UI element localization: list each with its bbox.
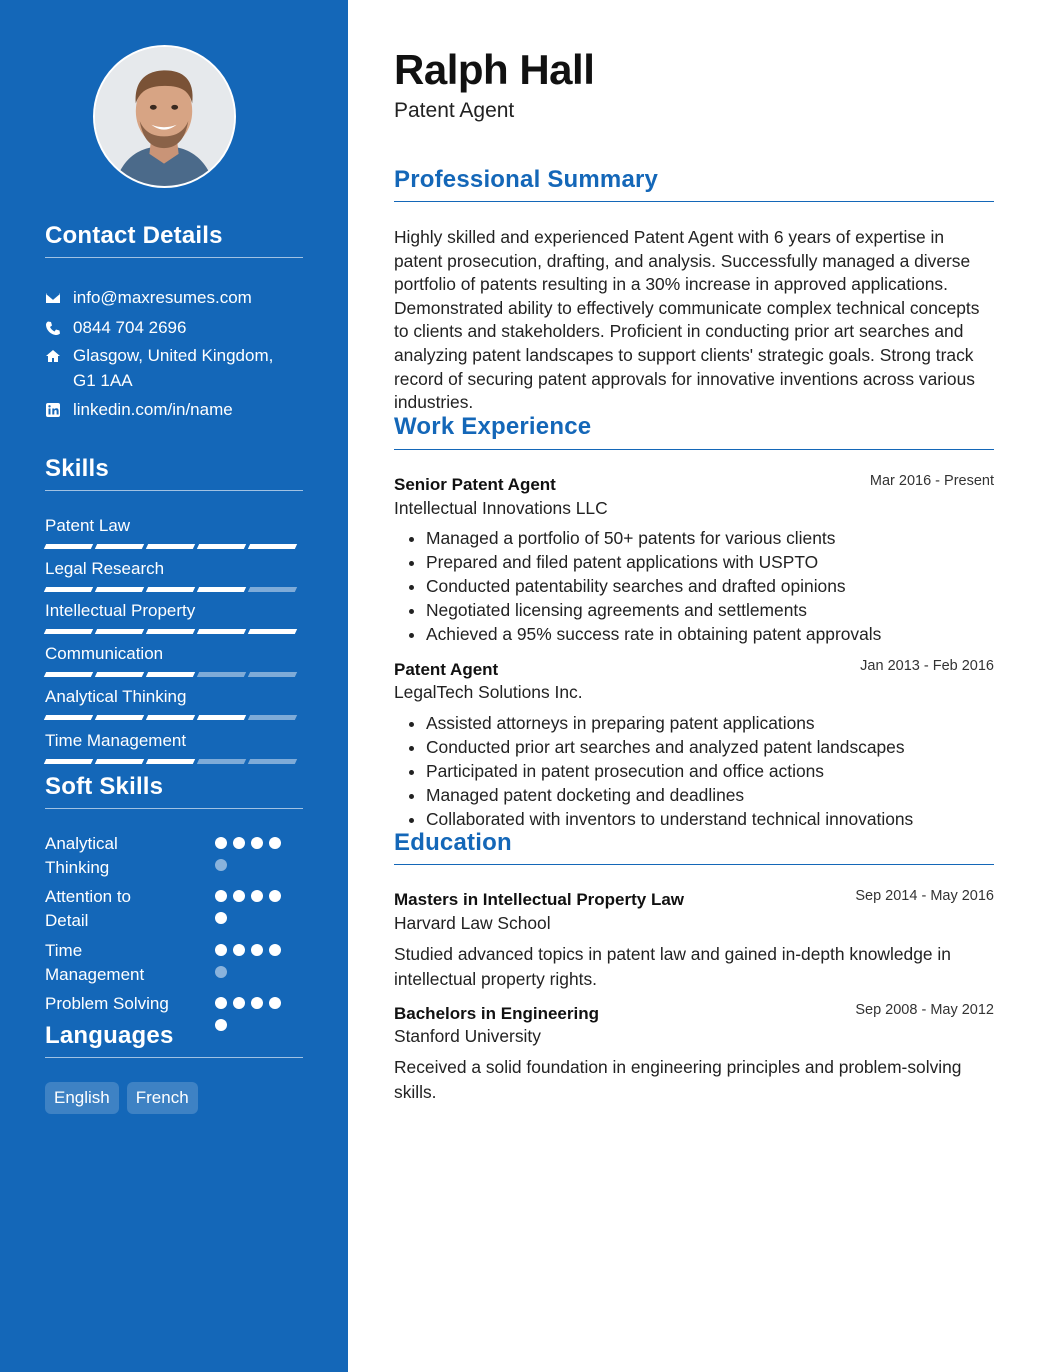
job-bullet: • Achieved a 95% success rate in obtaining patent approvals — [426, 622, 994, 646]
phone-icon — [45, 315, 62, 340]
job-bullets — [426, 711, 994, 831]
skill-item — [45, 600, 303, 634]
linkedin-icon — [45, 397, 62, 422]
skill-level-segment — [44, 759, 93, 764]
contact-phone-text: 0844 704 2696 — [73, 318, 187, 337]
job-bullet: • Prepared and filed patent applications with USPTO — [426, 550, 994, 574]
education-divider — [394, 864, 994, 865]
skill-level-segment — [146, 587, 195, 592]
job-bullet: • Managed a portfolio of 50+ patents for various clients — [426, 526, 994, 550]
summary-title: Professional Summary — [394, 166, 659, 193]
soft-skill-name-line1: Attention to — [45, 887, 132, 906]
rating-dot — [215, 859, 227, 871]
rating-dot — [233, 890, 245, 902]
soft-skill-rating — [215, 837, 295, 871]
candidate-role: Patent Agent — [394, 99, 515, 122]
skill-item — [45, 730, 303, 764]
education-degree: Bachelors in Engineering — [394, 1004, 599, 1023]
skill-level-bar — [45, 629, 303, 634]
soft-skill-name — [45, 992, 195, 1016]
job-bullet: • Conducted patentability searches and drafted opinions — [426, 574, 994, 598]
skill-name: Intellectual Property — [45, 601, 196, 620]
contact-section — [45, 222, 303, 419]
skill-level-segment — [95, 715, 144, 720]
skill-level-segment — [44, 544, 93, 549]
soft-skill-name — [45, 939, 195, 987]
work-divider — [394, 449, 994, 450]
soft-skill-rating — [215, 944, 295, 978]
summary-text: Highly skilled and experienced Patent Agent with 6 years of expertise in patent prosecution, drafting, and analysis. Successfully managed a diverse portfolio of patents resulting in a 30% increase in approved applications. Demonstrated ability to effectively communicate complex technical concepts to clients and stakeholders. Proficient in conducting prior art searches and analyzing patent landscapes to support clients' strategic goals. Strong track record of securing patent approvals for innovative inventions across various industries. — [394, 227, 980, 413]
contact-phone[interactable] — [45, 315, 186, 340]
skill-name: Communication — [45, 644, 164, 663]
skill-level-segment — [248, 715, 297, 720]
avatar — [93, 45, 236, 188]
soft-skills-title: Soft Skills — [45, 773, 164, 800]
skills-divider — [45, 490, 303, 491]
job-bullet: • Managed patent docketing and deadlines — [426, 783, 994, 807]
skill-level-segment — [146, 544, 195, 549]
candidate-name: Ralph Hall — [394, 46, 595, 93]
rating-dot — [251, 997, 263, 1009]
skill-item — [45, 686, 303, 720]
contact-address — [45, 343, 273, 393]
sidebar — [0, 0, 348, 1372]
job-title: Senior Patent Agent — [394, 475, 556, 494]
soft-skill-name-line2: Thinking — [45, 858, 110, 877]
skill-level-bar — [45, 587, 303, 592]
education-title: Education — [394, 829, 512, 856]
rating-dot — [215, 890, 227, 902]
contact-title: Contact Details — [45, 222, 223, 249]
skill-level-segment — [44, 715, 93, 720]
job-bullet: • Collaborated with inventors to understand technical innovations — [426, 807, 994, 831]
skill-level-segment — [248, 629, 297, 634]
soft-skills-divider — [45, 808, 303, 809]
skill-level-bar — [45, 672, 303, 677]
rating-dot — [269, 997, 281, 1009]
contact-linkedin[interactable] — [45, 397, 233, 422]
languages-divider — [45, 1057, 303, 1058]
skill-level-segment — [197, 672, 246, 677]
education-degree: Masters in Intellectual Property Law — [394, 890, 685, 909]
skill-name: Time Management — [45, 731, 187, 750]
soft-skill-rating — [215, 890, 295, 924]
skill-level-segment — [95, 587, 144, 592]
skill-level-bar — [45, 544, 303, 549]
job-dates: Mar 2016 - Present — [869, 473, 994, 489]
rating-dot — [251, 944, 263, 956]
profile-photo-icon — [95, 47, 234, 186]
skill-level-segment — [146, 715, 195, 720]
skill-level-bar — [45, 759, 303, 764]
contact-address-line2: G1 1AA — [73, 371, 133, 390]
language-tag: French — [127, 1082, 198, 1114]
education-dates: Sep 2008 - May 2012 — [855, 1002, 994, 1018]
rating-dot — [215, 966, 227, 978]
skill-level-segment — [95, 759, 144, 764]
rating-dot — [215, 997, 227, 1009]
skill-level-segment — [197, 629, 246, 634]
skill-item — [45, 558, 303, 592]
skill-name: Analytical Thinking — [45, 687, 187, 706]
job-company: Intellectual Innovations LLC — [394, 498, 608, 518]
skill-level-segment — [248, 672, 297, 677]
soft-skill-name — [45, 832, 195, 880]
skill-level-segment — [197, 544, 246, 549]
job-title: Patent Agent — [394, 660, 499, 679]
skill-name: Legal Research — [45, 559, 165, 578]
job-bullet: • Assisted attorneys in preparing patent applications — [426, 711, 994, 735]
rating-dot — [269, 837, 281, 849]
education-school: Stanford University — [394, 1026, 541, 1046]
education-school: Harvard Law School — [394, 913, 551, 933]
education-description: Studied advanced topics in patent law and gained in-depth knowledge in intellectual property rights. — [394, 944, 951, 989]
work-title: Work Experience — [394, 413, 592, 440]
soft-skills-section — [45, 773, 303, 1013]
skill-level-segment — [44, 587, 93, 592]
rating-dot — [233, 997, 245, 1009]
soft-skill-name-line2: Detail — [45, 911, 89, 930]
home-icon — [45, 343, 62, 368]
education-description: Received a solid foundation in engineering principles and problem-solving skills. — [394, 1057, 962, 1102]
rating-dot — [269, 944, 281, 956]
contact-linkedin-text: linkedin.com/in/name — [73, 400, 233, 419]
soft-skill-name-line2: Management — [45, 965, 145, 984]
contact-address-line1: Glasgow, United Kingdom, — [73, 346, 274, 365]
skill-level-segment — [248, 544, 297, 549]
skill-level-segment — [95, 629, 144, 634]
language-tag: English — [45, 1082, 119, 1114]
skill-level-segment — [95, 672, 144, 677]
skills-title: Skills — [45, 455, 109, 482]
job-dates: Jan 2013 - Feb 2016 — [860, 658, 994, 674]
soft-skill-name-line1: Time — [45, 941, 83, 960]
skill-level-segment — [248, 587, 297, 592]
skill-level-segment — [248, 759, 297, 764]
skill-level-segment — [95, 544, 144, 549]
skill-item — [45, 515, 303, 549]
rating-dot — [233, 837, 245, 849]
skill-level-segment — [44, 672, 93, 677]
skill-level-segment — [197, 715, 246, 720]
rating-dot — [269, 890, 281, 902]
skill-level-segment — [146, 672, 195, 677]
contact-email-text: info@maxresumes.com — [73, 288, 252, 307]
job-bullets — [426, 526, 994, 646]
skill-level-segment — [146, 629, 195, 634]
rating-dot — [215, 837, 227, 849]
rating-dot — [215, 912, 227, 924]
skill-item — [45, 643, 303, 677]
job-bullet: • Negotiated licensing agreements and settlements — [426, 598, 994, 622]
rating-dot — [215, 944, 227, 956]
job-bullet: • Participated in patent prosecution and office actions — [426, 759, 994, 783]
languages-section — [45, 1022, 303, 1107]
soft-skill-name — [45, 885, 195, 933]
skills-section — [45, 455, 303, 750]
education-dates: Sep 2014 - May 2016 — [855, 888, 994, 904]
skill-level-segment — [197, 587, 246, 592]
contact-address-text — [73, 343, 273, 393]
envelope-icon — [45, 285, 62, 310]
contact-email[interactable] — [45, 285, 252, 310]
skill-name: Patent Law — [45, 516, 131, 535]
rating-dot — [251, 890, 263, 902]
languages-title: Languages — [45, 1022, 174, 1049]
soft-skill-name-line1: Analytical — [45, 834, 118, 853]
job-bullet: • Conducted prior art searches and analyzed patent landscapes — [426, 735, 994, 759]
skill-level-segment — [146, 759, 195, 764]
skill-level-segment — [44, 629, 93, 634]
skill-level-segment — [197, 759, 246, 764]
rating-dot — [233, 944, 245, 956]
job-company: LegalTech Solutions Inc. — [394, 682, 583, 702]
contact-divider — [45, 257, 303, 258]
skill-level-bar — [45, 715, 303, 720]
summary-divider — [394, 201, 994, 202]
soft-skill-name-line1: Problem Solving — [45, 994, 169, 1013]
language-list — [45, 1082, 198, 1114]
rating-dot — [251, 837, 263, 849]
